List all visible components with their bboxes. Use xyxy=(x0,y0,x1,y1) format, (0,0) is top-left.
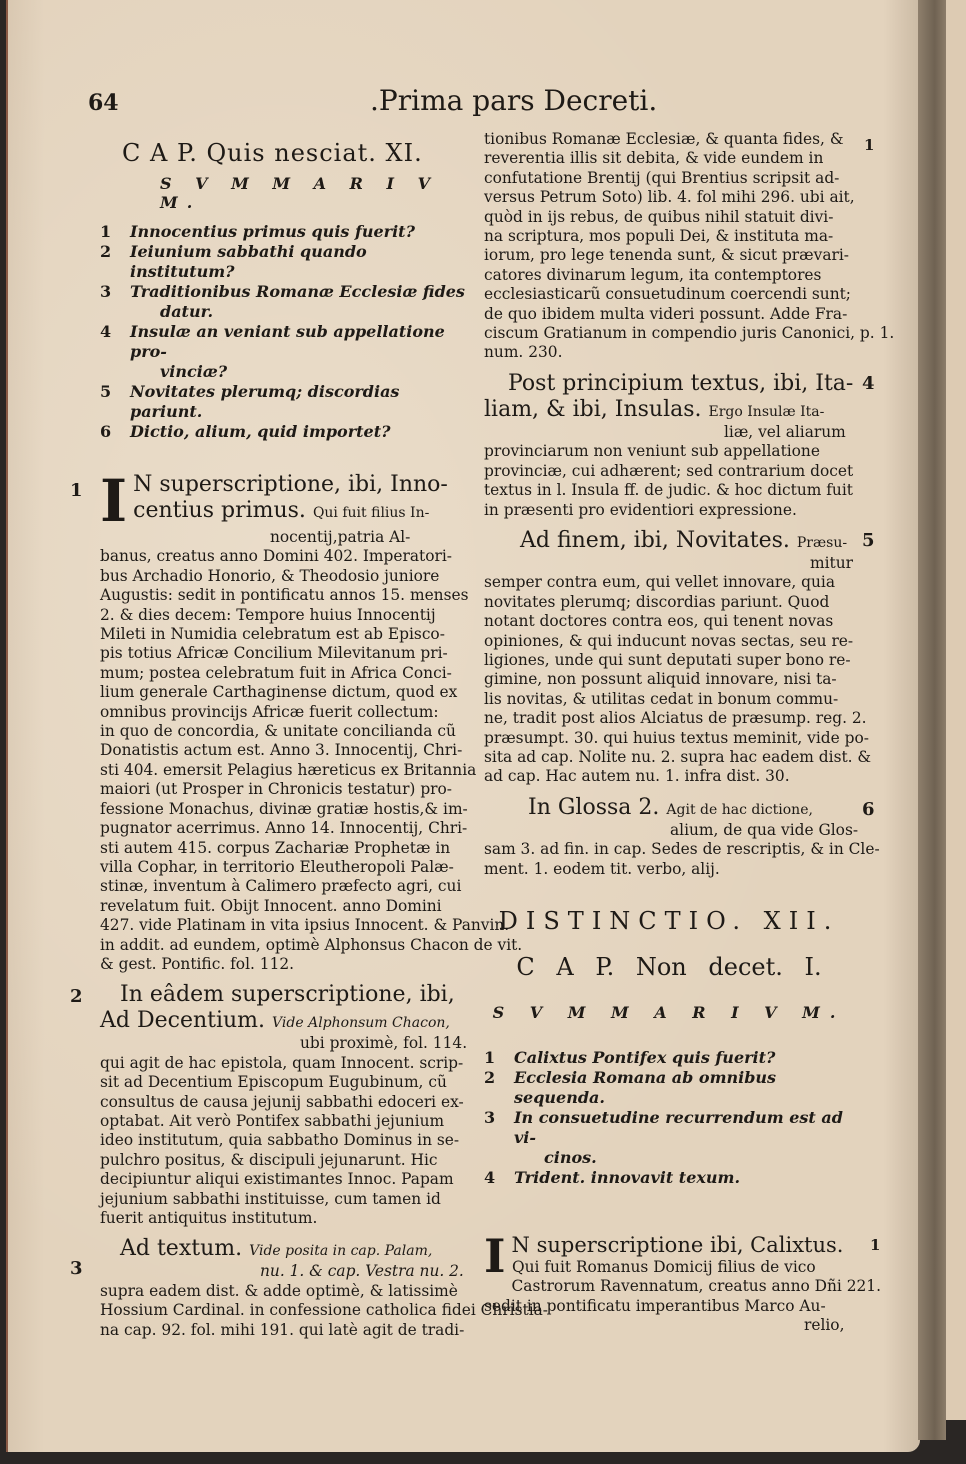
margin-number: 4 xyxy=(862,372,875,394)
margin-number: 2 xyxy=(70,986,83,1008)
summary-number: 5 xyxy=(100,382,112,401)
text-line: versus Petrum Soto) lib. 4. fol mihi 296. ubi ait, xyxy=(484,188,855,207)
note-body xyxy=(484,840,880,879)
note-6 xyxy=(484,794,880,879)
summary-item xyxy=(484,1168,854,1188)
lemma xyxy=(100,1008,472,1034)
text-line: ubi proximè, fol. 114. xyxy=(300,1034,468,1053)
note-text: nu. 1. & cap. Vestra nu. 2. xyxy=(260,1262,464,1281)
text-line: in addit. ad eundem, optimè Alphonsus Chacon de vit. xyxy=(100,935,523,954)
text-line: notant doctores contra eos, qui tenent novas xyxy=(484,612,834,631)
summary-number: 6 xyxy=(100,422,112,441)
summary-number: 1 xyxy=(484,1048,496,1067)
text-line: catores divinarum legum, ita contemptores xyxy=(484,265,822,284)
text-line: textus in l. Insula ff. de judic. & hoc dictum fuit xyxy=(484,481,853,500)
lemma-text: Ad textum. xyxy=(120,1236,243,1262)
margin-number: 5 xyxy=(862,529,875,551)
lemma: In eâdem superscriptione, ibi, xyxy=(120,982,455,1008)
margin-number: 1 xyxy=(864,136,875,154)
margin-number: 1 xyxy=(70,480,83,501)
text-line: sti autem 415. corpus Zachariæ Prophetæ in xyxy=(100,838,451,857)
summary-number: 1 xyxy=(100,222,112,241)
note-body xyxy=(100,528,523,974)
text-line: banus, creatus anno Domini 402. Imperatori- xyxy=(100,547,452,566)
lemma-text: Ad finem, ibi, Novitates. xyxy=(520,527,790,553)
lemma xyxy=(484,795,854,821)
lemma-text: Ad Decentium. xyxy=(100,1008,266,1034)
text-line: Donatistis actum est. Anno 3. Innocentij, Chri- xyxy=(100,741,463,760)
summary-item xyxy=(100,282,472,322)
text-line: Qui fuit Romanus Domicij filius de vico xyxy=(512,1258,816,1276)
note-body xyxy=(484,1258,881,1336)
text-line: lis novitas, & utilitas cedat in bonum commu- xyxy=(484,689,839,708)
text-line: qui agit de hac epistola, quam Innocent. scrip- xyxy=(100,1053,464,1072)
summarium-label: S V M M A R I V M. xyxy=(160,174,439,212)
summary-list xyxy=(484,1048,854,1188)
summary-text: Calixtus Pontifex quis fuerit? xyxy=(514,1048,776,1067)
lemma-text: liam, & ibi, Insulas. xyxy=(484,396,702,422)
text-line: pulchro positus, & discipuli jejunarunt. Hic xyxy=(100,1150,438,1169)
next-page-edge xyxy=(946,0,966,1420)
summary-number: 3 xyxy=(484,1108,496,1127)
margin-number: 6 xyxy=(862,798,875,820)
note-text: mitur xyxy=(810,553,853,572)
text-line: num. 230. xyxy=(484,343,563,362)
text-line: bus Archadio Honorio, & Theodosio juniore xyxy=(100,566,440,585)
book-gutter xyxy=(918,0,946,1440)
distinctio-heading: DISTINCTIO. XII. xyxy=(498,907,840,935)
text-line: fessione Monachus, divinæ gratiæ hostis,& im- xyxy=(100,799,468,818)
margin-number: 1 xyxy=(870,1236,881,1254)
summary-text-continued: cinos. xyxy=(544,1148,597,1167)
summary-list xyxy=(100,222,472,442)
text-line: in præsenti pro evidentiori expressione. xyxy=(484,500,797,519)
lemma xyxy=(484,397,854,423)
text-line: consultus de causa jejunij sabbathi edoceri ex- xyxy=(100,1092,464,1111)
text-line: 427. vide Platinam in vita ipsius Innocent. & Panvin. xyxy=(100,916,510,935)
text-line: pugnator acerrimus. Anno 14. Innocentij, Chri- xyxy=(100,819,468,838)
running-head: .Prima pars Decreti. xyxy=(370,84,658,117)
summary-number: 3 xyxy=(100,282,112,301)
text-line: omnibus provincijs Africæ fuerit collectum: xyxy=(100,702,439,721)
note-text: Vide posita in cap. Palam, xyxy=(249,1243,433,1260)
text-line: ligiones, unde qui sunt deputati super bono re- xyxy=(484,650,851,669)
note-text: Vide Alphonsum Chacon, xyxy=(272,1015,450,1032)
note-1 xyxy=(70,467,523,974)
summary-item xyxy=(484,1068,854,1108)
text-line: semper contra eum, qui vellet innovare, quia xyxy=(484,573,836,592)
text-line: nocentij,patria Al- xyxy=(270,528,411,546)
summary-item xyxy=(100,382,472,422)
summary-text: Novitates plerumq; discordias pariunt. xyxy=(130,382,400,421)
note-text: Præsu- xyxy=(796,534,848,551)
text-line: stinæ, inventum à Calimero præfecto agri, cui xyxy=(100,877,462,896)
text-line: ecclesiasticarũ consuetudinum coercendi sunt; xyxy=(484,285,851,304)
text-line: fuerit antiquitus institutum. xyxy=(100,1209,318,1227)
right-column xyxy=(484,130,895,1336)
text-line: supra eadem dist. & adde optimè, & latissimè xyxy=(100,1281,458,1300)
text-line: & gest. Pontific. fol. 112. xyxy=(100,954,295,973)
text-line: novitates plerumq; discordias pariunt. Quod xyxy=(484,592,830,611)
note-text: Qui fuit filius In- xyxy=(312,505,430,521)
text-line: ideo institutum, quia sabbatho Dominus in se- xyxy=(100,1131,460,1150)
note-5 xyxy=(484,527,875,787)
text-line: optabat. Ait verò Pontifex sabbathi jejunium xyxy=(100,1111,445,1130)
note-text: Agit de hac dictione, xyxy=(666,801,813,818)
summary-item xyxy=(100,322,472,382)
note-3 xyxy=(70,1236,548,1340)
text-line: reverentia illis sit debita, & vide eundem in xyxy=(484,149,824,168)
text-line: Augustis: sedit in pontificatu annos 15. menses xyxy=(100,586,469,605)
text-line: provinciæ, cui adhærent; sed contrarium docet xyxy=(484,461,854,480)
summary-text: Dictio, alium, quid importet? xyxy=(130,422,391,441)
drop-initial: I xyxy=(100,467,128,535)
note-body xyxy=(100,1281,548,1340)
chapter-heading: C A P. Quis nesciat. XI. xyxy=(122,139,423,167)
text-line: sti 404. emersit Pelagius hæreticus ex Britannia xyxy=(100,760,477,779)
text-line: pis totius Africæ Concilium Milevitanum pri- xyxy=(100,644,448,663)
text-line: sita ad cap. Nolite nu. 2. supra hac eadem dist. & xyxy=(484,747,872,766)
lemma: Post principium textus, ibi, Ita- xyxy=(508,370,854,396)
lemma xyxy=(100,498,472,524)
drop-initial: I xyxy=(484,1229,506,1283)
summary-text: Ecclesia Romana ab omnibus sequenda. xyxy=(514,1068,777,1107)
text-line: quòd in ijs rebus, de quibus nihil statuit divi- xyxy=(484,207,834,226)
text-line: gimine, non possunt aliquid innovare, nisi ta- xyxy=(484,670,837,689)
text-line: mum; postea celebratum fuit in Africa Conci- xyxy=(100,663,452,682)
text-line: na scriptura, mos populi Dei, & instituta ma- xyxy=(484,227,834,246)
summary-text: Innocentius primus quis fuerit? xyxy=(130,222,415,241)
text-line: de quo ibidem multa videri possunt. Adde Fra- xyxy=(484,304,848,323)
summary-number: 4 xyxy=(484,1168,496,1187)
text-line: Hossium Cardinal. in confessione catholica fidei Christia- xyxy=(100,1301,548,1320)
text-line: liæ, vel aliarum xyxy=(724,422,846,441)
chapter-heading: C A P. Non decet. I. xyxy=(516,953,822,981)
note-text: Ergo Insulæ Ita- xyxy=(708,403,825,420)
text-line: sam 3. ad fin. in cap. Sedes de rescriptis, & in Cle- xyxy=(484,840,880,859)
note-4 xyxy=(484,370,875,520)
summary-number: 2 xyxy=(100,242,112,261)
text-line: ad cap. Hac autem nu. 1. infra dist. 30. xyxy=(484,767,790,786)
text-line: sedit in pontificatu imperantibus Marco Au- xyxy=(484,1296,826,1315)
text-line: iorum, pro lege tenenda sunt, & sicut prævari- xyxy=(484,246,849,265)
page-number: 64 xyxy=(88,90,119,116)
note-2 xyxy=(70,982,472,1228)
text-line: revelatum fuit. Obijt Innocent. anno Domini xyxy=(100,896,442,915)
summary-item xyxy=(100,222,472,242)
text-line: ne, tradit post alios Alciatus de præsump. reg. 2. xyxy=(484,709,867,728)
text-line: sit ad Decentium Episcopum Eugubinum, cũ xyxy=(100,1073,447,1092)
text-line: decipiuntur aliqui existimantes Innoc. Papam xyxy=(100,1170,454,1189)
summary-text: Trident. innovavit texum. xyxy=(514,1168,741,1187)
text-line: maiori (ut Prosper in Chronicis testatur) pro- xyxy=(100,780,452,799)
lemma xyxy=(484,528,854,554)
text-line: villa Cophar, in territorio Eleutheropoli Palæ- xyxy=(100,857,454,876)
text-line: confutatione Brentij (qui Brentius scripsit ad- xyxy=(484,168,840,187)
note-body xyxy=(484,423,854,520)
lemma: N superscriptione ibi, Calixtus. xyxy=(511,1233,844,1257)
summary-text: Ieiunium sabbathi quando institutum? xyxy=(130,242,367,281)
text-line: relio, xyxy=(804,1316,845,1335)
text-line: jejunium sabbathi instituisse, cum tamen id xyxy=(100,1189,441,1208)
note-body xyxy=(484,573,872,786)
text-line: 2. & dies decem: Tempore huius Innocentij xyxy=(100,605,436,624)
text-line: Mileti in Numidia celebratum est ab Episco- xyxy=(100,625,445,644)
text-line: ment. 1. eodem tit. verbo, alij. xyxy=(484,859,720,878)
text-line: in quo de concordia, & unitate concilianda cũ xyxy=(100,722,456,741)
lemma: N superscriptione, ibi, Inno- xyxy=(133,472,448,497)
summary-item xyxy=(484,1108,854,1168)
text-line: ciscum Gratianum in compendio juris Canonici, p. 1. xyxy=(484,324,895,343)
text-line: præsumpt. 30. qui huius textus meminit, vide po- xyxy=(484,728,869,747)
summary-text-continued: datur. xyxy=(160,302,214,321)
text-line: lium generale Carthaginense dictum, quod ex xyxy=(100,683,458,702)
text-line: na cap. 92. fol. mihi 191. qui latè agit de tradi- xyxy=(100,1320,465,1339)
summarium-label: S V M M A R I V M. xyxy=(492,1003,846,1022)
lemma xyxy=(100,1236,472,1262)
summary-text: In consuetudine recurrendum est ad vi- xyxy=(514,1108,843,1147)
summary-item xyxy=(484,1048,854,1068)
text-line: opiniones, & qui inducunt novas sectas, seu re- xyxy=(484,631,854,650)
note-body xyxy=(100,1034,472,1228)
lemma-text: centius primus. xyxy=(133,498,306,523)
text-line: tionibus Romanæ Ecclesiæ, & quanta fides, & xyxy=(484,130,844,148)
lemma-text: In Glossa 2. xyxy=(528,794,660,820)
text-line: provinciarum non veniunt sub appellatione xyxy=(484,442,820,461)
continued-note xyxy=(484,130,895,363)
summary-text: Insulæ an veniant sub appellatione pro- xyxy=(130,322,445,361)
note-calixtus xyxy=(484,1229,881,1336)
summary-item xyxy=(100,242,472,282)
text-line: Castrorum Ravennatum, creatus anno Dñi 221. xyxy=(511,1277,881,1296)
summary-number: 4 xyxy=(100,322,112,341)
note-text: alium, de qua vide Glos- xyxy=(670,820,859,839)
summary-item xyxy=(100,422,472,442)
summary-number: 2 xyxy=(484,1068,496,1087)
margin-number: 3 xyxy=(70,1258,83,1280)
summary-text-continued: vinciæ? xyxy=(160,362,228,381)
summary-text: Traditionibus Romanæ Ecclesiæ fides xyxy=(130,282,465,301)
